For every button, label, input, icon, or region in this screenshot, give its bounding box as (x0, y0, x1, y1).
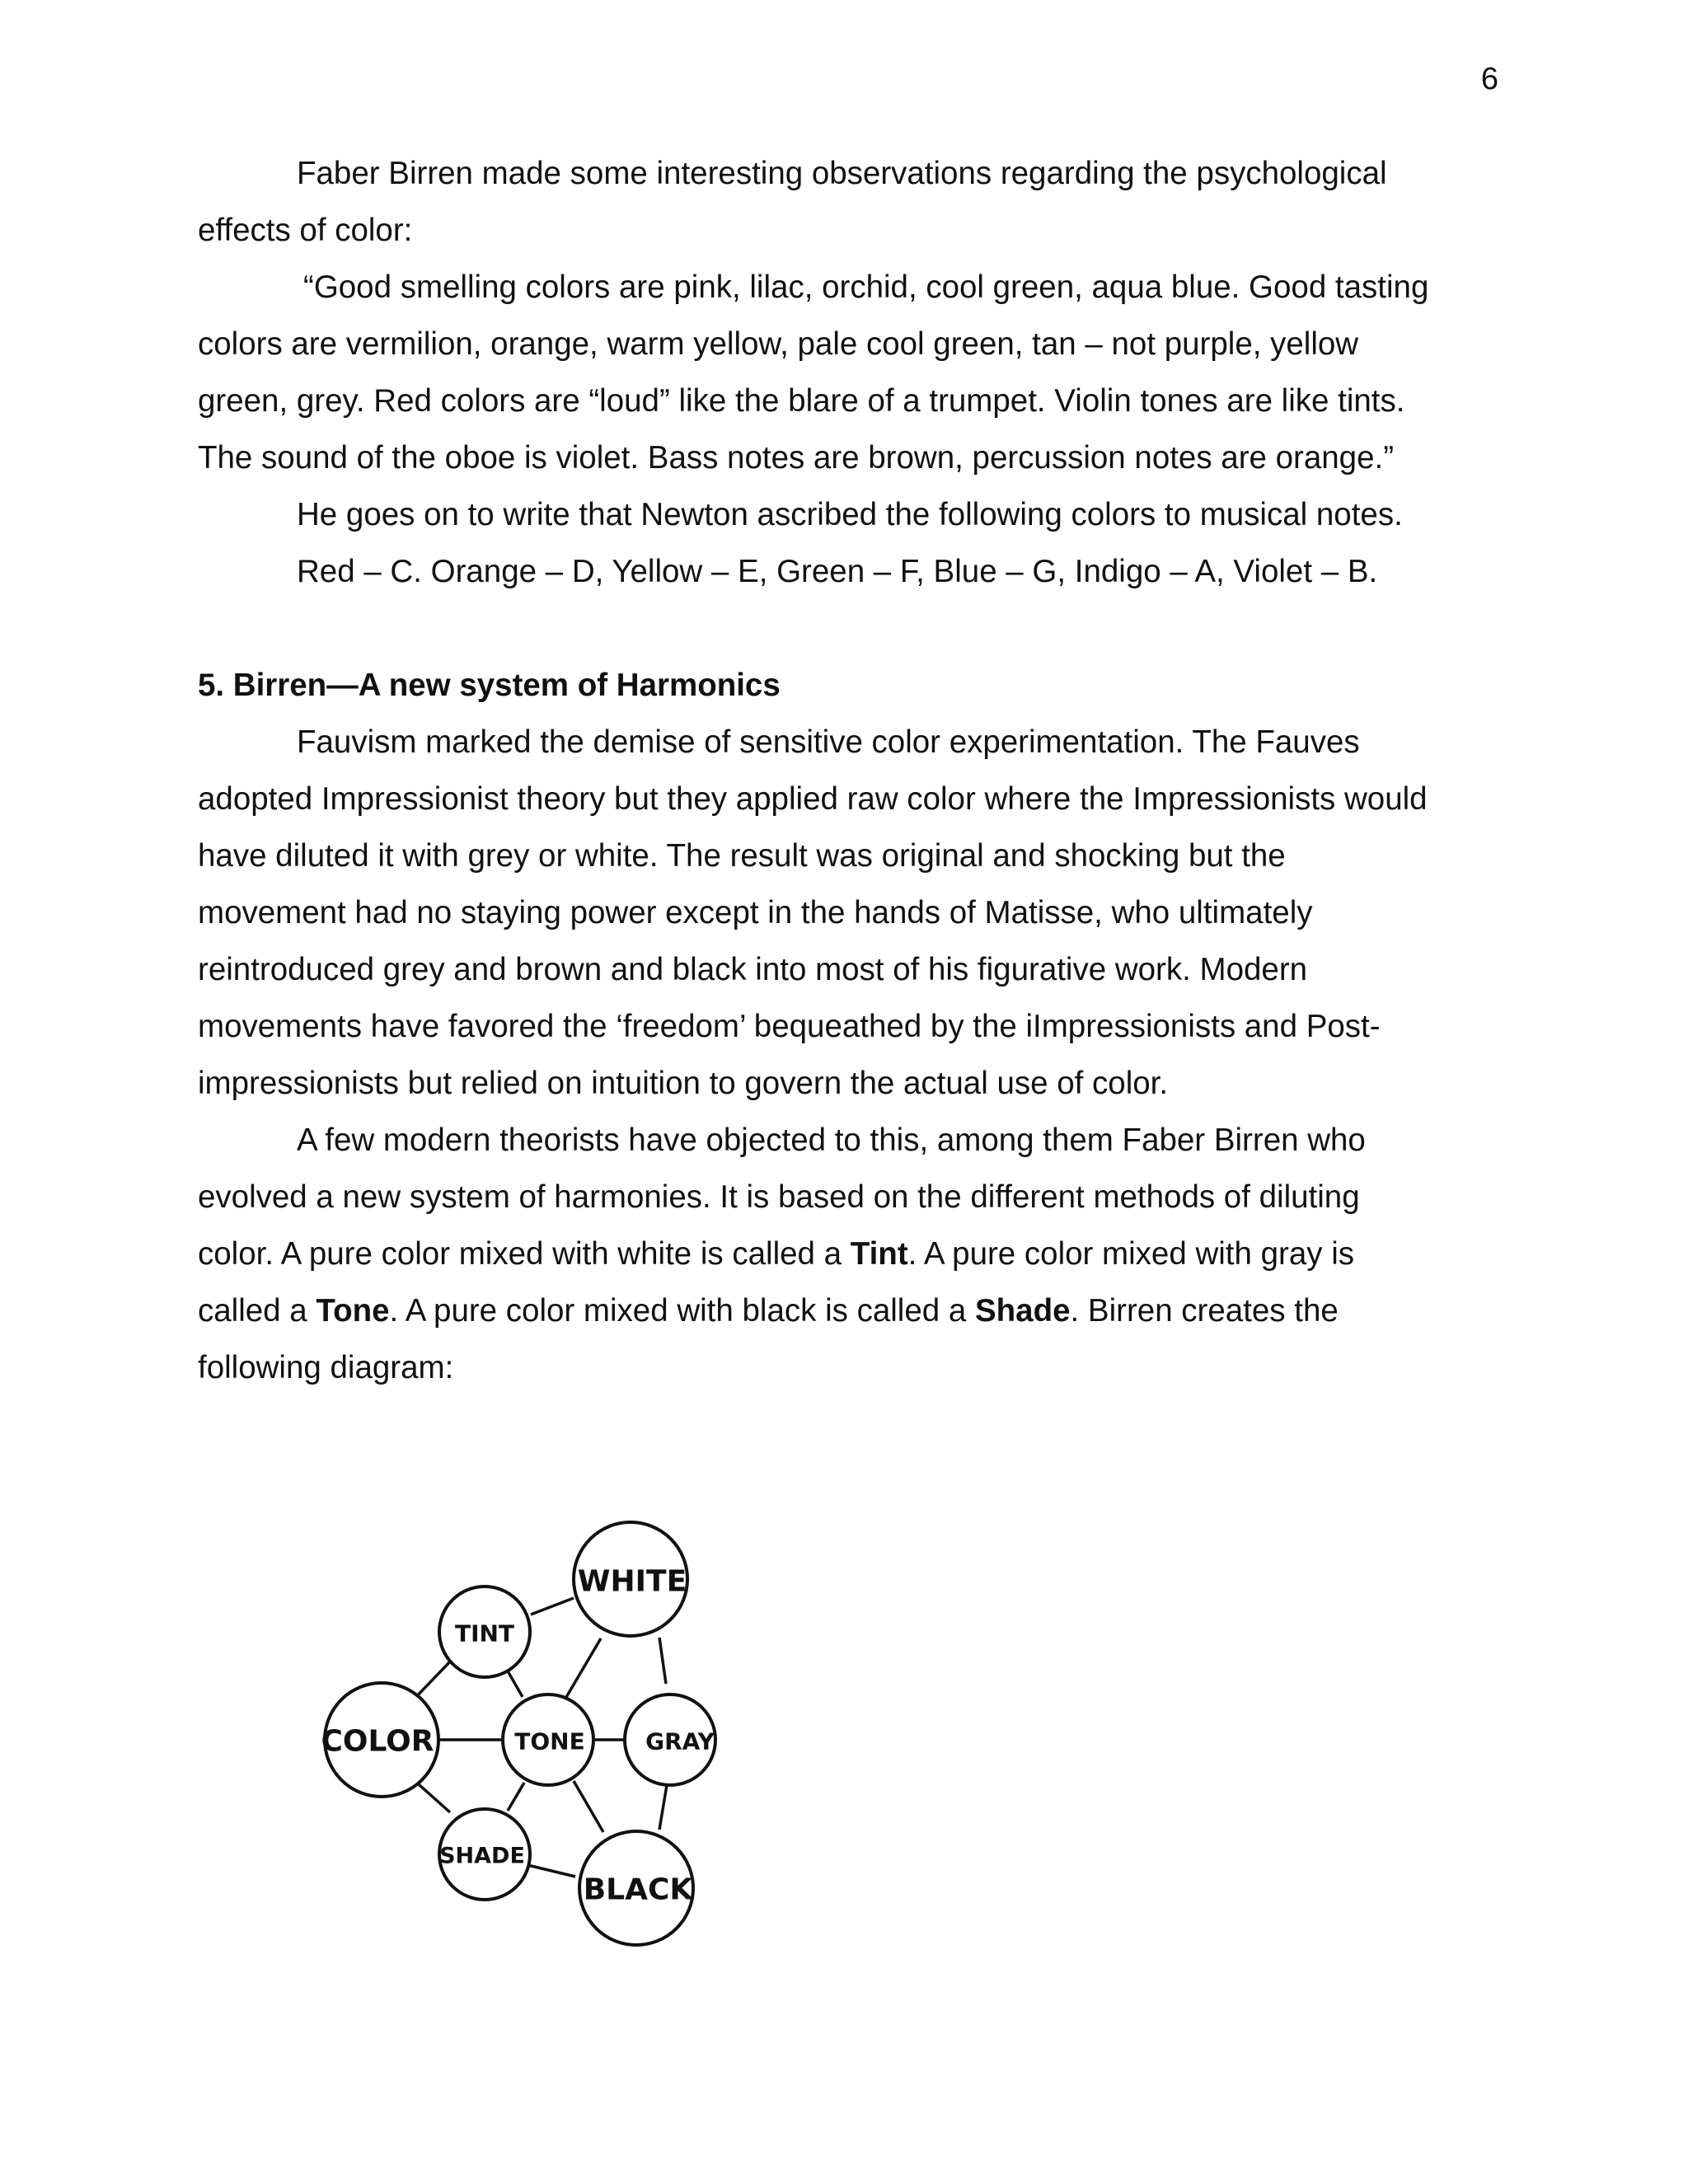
text-line: evolved a new system of harmonies. It is based on the different methods of diluting (198, 1179, 1360, 1215)
diagram-svg (313, 1521, 742, 1982)
page-number: 6 (1480, 62, 1498, 96)
node-label-black: BLACK (583, 1872, 693, 1907)
paragraph-birren-observations (198, 145, 1500, 259)
text-run: . Birren creates the (1070, 1293, 1339, 1329)
term-tone: Tone (316, 1293, 390, 1329)
text-line: movement had no staying power except in the hands of Matisse, who ultimately (198, 895, 1313, 930)
text-line: green, grey. Red colors are “loud” like the blare of a trumpet. Violin tones are like tints. (198, 383, 1405, 419)
text-line: Red – C. Orange – D, Yellow – E, Green – F, Blue – G, Indigo – A, Violet – B. (297, 554, 1378, 589)
text-run: . A pure color mixed with black is called a (389, 1293, 975, 1329)
text-line (198, 1282, 1500, 1339)
text-line: Fauvism marked the demise of sensitive color experimentation. The Fauves (297, 724, 1360, 760)
text-line: A few modern theorists have objected to this, among them Faber Birren who (297, 1122, 1366, 1158)
text-line: impressionists but relied on intuition to govern the actual use of color. (198, 1066, 1169, 1101)
text-run: color. A pure color mixed with white is called a (198, 1236, 851, 1272)
node-label-shade: SHADE (439, 1843, 525, 1869)
text-line: reintroduced grey and brown and black into most of his figurative work. Modern (198, 952, 1308, 987)
paragraph-newton (198, 486, 1500, 543)
text-line: movements have favored the ‘freedom’ bequeathed by the iImpressionists and Post- (198, 1009, 1381, 1044)
term-shade: Shade (974, 1293, 1071, 1329)
node-label-gray: GRAY (645, 1727, 715, 1755)
paragraph-fauvism (198, 714, 1500, 1112)
term-tint: Tint (850, 1236, 908, 1272)
text-line: Faber Birren made some interesting observations regarding the psychological (297, 156, 1387, 191)
text-line: have diluted it with grey or white. The result was original and shocking but the (198, 838, 1286, 874)
document-body (198, 145, 1500, 1396)
paragraph-quote (198, 259, 1500, 486)
edge-white-gray (659, 1638, 666, 1684)
edge-gray-black (659, 1785, 667, 1830)
text-line: effects of color: (198, 213, 413, 248)
paragraph-gap (198, 600, 1500, 657)
text-line: following diagram: (198, 1350, 454, 1385)
edge-white-tone (565, 1638, 601, 1699)
text-run: called a (198, 1293, 316, 1329)
edge-shade-black (528, 1865, 575, 1877)
node-label-color: COLOR (321, 1724, 434, 1759)
node-label-tint: TINT (454, 1619, 515, 1647)
text-line: adopted Impressionist theory but they applied raw color where the Impressionists would (198, 781, 1428, 817)
text-line: He goes on to write that Newton ascribed the following colors to musical notes. (297, 497, 1403, 532)
section-heading: 5. Birren—A new system of Harmonics (198, 668, 781, 703)
edge-tint-white (531, 1598, 574, 1615)
paragraph-harmonies (198, 1112, 1500, 1396)
text-line: “Good smelling colors are pink, lilac, orchid, cool green, aqua blue. Good tasting (303, 269, 1429, 305)
paragraph-musical-notes (198, 543, 1500, 600)
text-line (198, 1226, 1500, 1282)
edge-tone-black (574, 1781, 603, 1832)
text-line: colors are vermilion, orange, warm yellow, pale cool green, tan – not purple, yellow (198, 326, 1359, 362)
node-label-white: WHITE (577, 1564, 687, 1599)
edge-tone-shade (508, 1783, 524, 1811)
birren-harmony-diagram (313, 1521, 742, 1982)
node-label-tone: TONE (514, 1727, 585, 1755)
text-run: . A pure color mixed with gray is (907, 1236, 1355, 1272)
text-line: The sound of the oboe is violet. Bass notes are brown, percussion notes are orange.” (198, 440, 1395, 476)
